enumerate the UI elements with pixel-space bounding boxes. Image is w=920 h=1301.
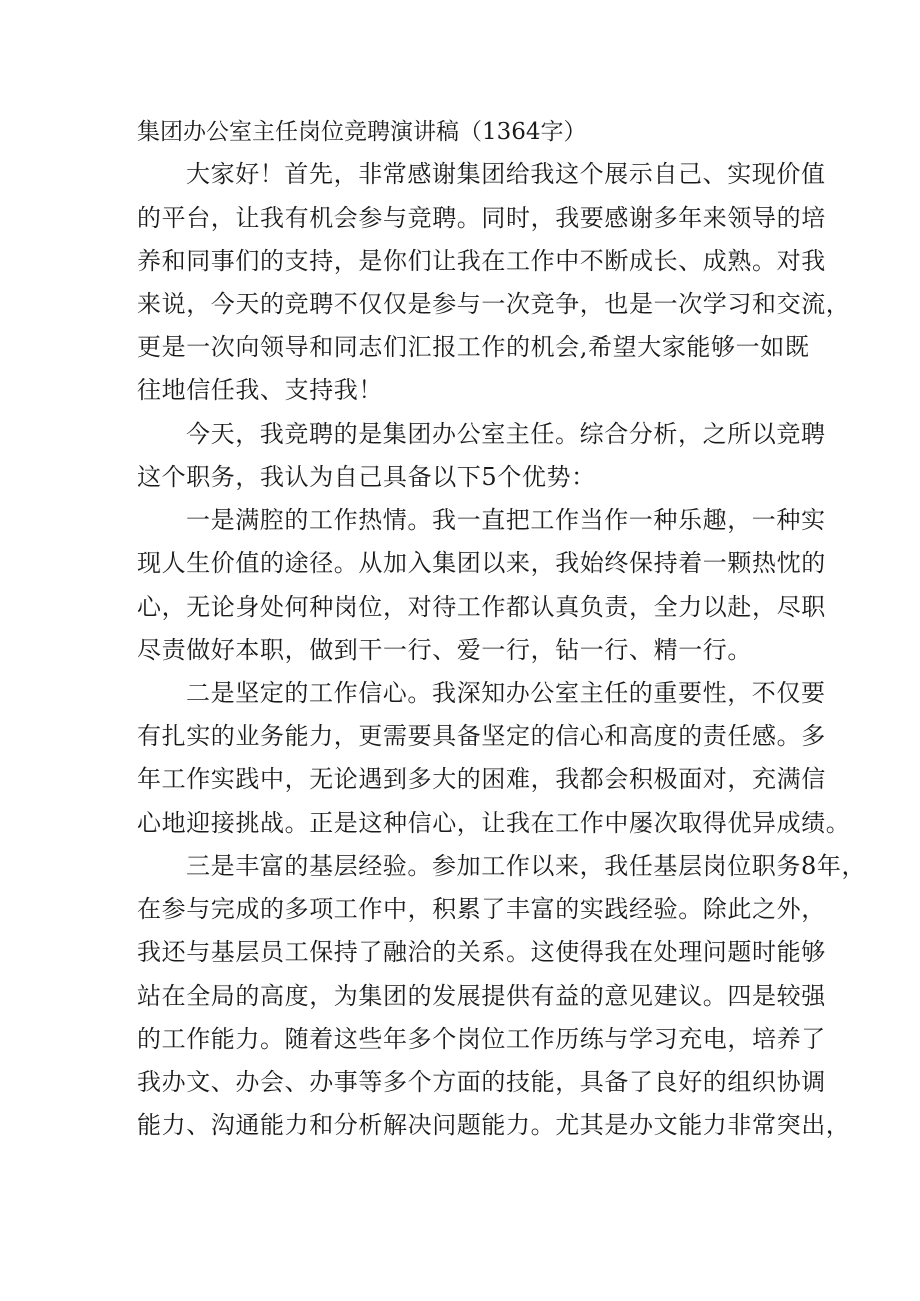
body-line: 的工作能力。随着这些年多个岗位工作历练与学习充电，培养了 [137,1025,826,1053]
body-line: 年工作实践中，无论遇到多大的困难，我都会积极面对，充满信 [137,765,826,793]
body-line: 的平台，让我有机会参与竞聘。同时，我要感谢多年来领导的培 [137,204,826,232]
body-line: 有扎实的业务能力，更需要具备坚定的信心和高度的责任感。多 [137,722,826,750]
body-line: 现人生价值的途径。从加入集团以来，我始终保持着一颗热忱的 [137,549,826,577]
document-title: 集团办公室主任岗位竞聘演讲稿（1364字） [137,119,587,145]
body-line: 我办文、办会、办事等多个方面的技能，具备了良好的组织协调 [137,1068,826,1096]
body-line: 更是一次向领导和同志们汇报工作的机会,希望大家能够一如既 [137,333,810,361]
body-line: 大家好！首先，非常感谢集团给我这个展示自己、实现价值 [186,160,826,188]
body-line: 能力、沟通能力和分析解决问题能力。尤其是办文能力非常突出， [137,1111,851,1139]
body-line: 心地迎接挑战。正是这种信心，让我在工作中屡次取得优异成绩。 [137,809,851,837]
body-line: 三是丰富的基层经验。参加工作以来，我任基层岗位职务8年， [186,852,867,880]
body-line: 养和同事们的支持，是你们让我在工作中不断成长、成熟。对我 [137,247,826,275]
body-line: 今天，我竞聘的是集团办公室主任。综合分析，之所以竞聘 [186,420,826,448]
body-line: 来说，今天的竞聘不仅仅是参与一次竞争，也是一次学习和交流， [137,290,851,318]
body-line: 一是满腔的工作热情。我一直把工作当作一种乐趣，一种实 [186,506,826,534]
body-line: 我还与基层员工保持了融洽的关系。这使得我在处理问题时能够 [137,938,826,966]
body-line: 在参与完成的多项工作中，积累了丰富的实践经验。除此之外， [137,895,826,923]
body-line: 站在全局的高度，为集团的发展提供有益的意见建议。四是较强 [137,982,826,1010]
body-line: 二是坚定的工作信心。我深知办公室主任的重要性，不仅要 [186,679,826,707]
body-line: 尽责做好本职，做到干一行、爱一行，钻一行、精一行。 [137,636,752,664]
body-line: 心，无论身处何种岗位，对待工作都认真负责，全力以赴，尽职 [137,593,826,621]
body-line: 往地信任我、支持我！ [137,376,383,404]
body-line: 这个职务，我认为自己具备以下5个优势： [137,463,596,491]
